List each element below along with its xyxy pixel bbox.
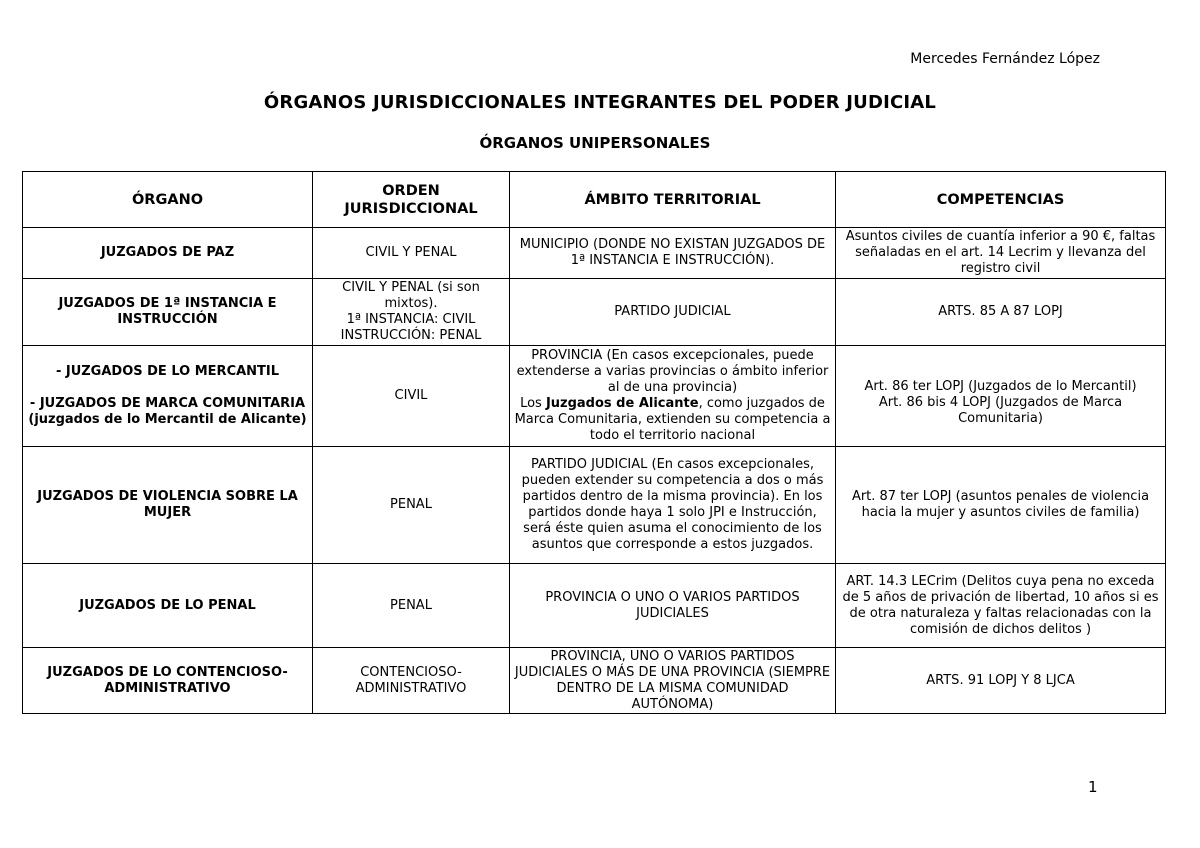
table-row (23, 447, 1166, 564)
table-row (23, 648, 1166, 714)
column-header-organo: ÓRGANO (23, 172, 313, 228)
orden-line: 1ª INSTANCIA: CIVIL (346, 312, 476, 327)
competencias-cell: ART. 14.3 LECrim (Delitos cuya pena no exceda de 5 años de privación de libertad, 10 años si es de otra naturaleza y faltas relacionadas con la comisión de dichos delitos ) (836, 564, 1166, 648)
column-header-ambito: ÁMBITO TERRITORIAL (510, 172, 836, 228)
competencias-cell (836, 346, 1166, 447)
competencias-line: Art. 86 ter LOPJ (Juzgados de lo Mercantil) (864, 379, 1137, 394)
orden-cell: CONTENCIOSO-ADMINISTRATIVO (313, 648, 510, 714)
organo-marca-comunitaria: - JUZGADOS DE MARCA COMUNITARIA (juzgados de lo Mercantil de Alicante) (28, 396, 307, 427)
organo-cell: JUZGADOS DE VIOLENCIA SOBRE LA MUJER (23, 447, 313, 564)
competencias-line: Art. 86 bis 4 LOPJ (Juzgados de Marca Comunitaria) (878, 395, 1123, 426)
ambito-cell (510, 346, 836, 447)
ambito-paragraph (514, 396, 831, 444)
author-name: Mercedes Fernández López (910, 51, 1100, 67)
ambito-text: , como juzgados de Marca Comunitaria, extienden su competencia a todo el territorio nacional (514, 396, 831, 443)
organs-table (22, 171, 1166, 714)
competencias-cell: ARTS. 85 A 87 LOPJ (836, 279, 1166, 346)
orden-line: INSTRUCCIÓN: PENAL (340, 328, 482, 343)
ambito-cell: MUNICIPIO (DONDE NO EXISTAN JUZGADOS DE 1ª INSTANCIA E INSTRUCCIÓN). (510, 228, 836, 279)
column-header-competencias: COMPETENCIAS (836, 172, 1166, 228)
organo-mercantil: - JUZGADOS DE LO MERCANTIL (55, 364, 280, 379)
organo-cell: JUZGADOS DE LO PENAL (23, 564, 313, 648)
table-row (23, 346, 1166, 447)
organo-cell: JUZGADOS DE PAZ (23, 228, 313, 279)
organo-cell (23, 346, 313, 447)
competencias-cell: Art. 87 ter LOPJ (asuntos penales de violencia hacia la mujer y asuntos civiles de familia) (836, 447, 1166, 564)
orden-cell (313, 279, 510, 346)
orden-cell: CIVIL Y PENAL (313, 228, 510, 279)
ambito-bold-text: Juzgados de Alicante (545, 396, 699, 411)
ambito-cell: PARTIDO JUDICIAL (510, 279, 836, 346)
organo-cell: JUZGADOS DE LO CONTENCIOSO-ADMINISTRATIVO (23, 648, 313, 714)
orden-cell: PENAL (313, 564, 510, 648)
ambito-text: Los (520, 396, 546, 411)
ambito-paragraph: PROVINCIA (En casos excepcionales, puede extenderse a varias provincias o ámbito inferior al de una provincia) (516, 348, 829, 395)
organo-cell: JUZGADOS DE 1ª INSTANCIA E INSTRUCCIÓN (23, 279, 313, 346)
ambito-cell: PROVINCIA, UNO O VARIOS PARTIDOS JUDICIALES O MÁS DE UNA PROVINCIA (SIEMPRE DENTRO DE LA MISMA COMUNIDAD AUTÓNOMA) (510, 648, 836, 714)
competencias-cell: Asuntos civiles de cuantía inferior a 90 €, faltas señaladas en el art. 14 Lecrim y llevanza del registro civil (836, 228, 1166, 279)
competencias-cell: ARTS. 91 LOPJ Y 8 LJCA (836, 648, 1166, 714)
document-subtitle: ÓRGANOS UNIPERSONALES (479, 134, 711, 152)
column-header-orden: ORDEN JURISDICCIONAL (313, 172, 510, 228)
document-title: ÓRGANOS JURISDICCIONALES INTEGRANTES DEL PODER JUDICIAL (263, 92, 937, 113)
orden-cell: PENAL (313, 447, 510, 564)
orden-line: CIVIL Y PENAL (si son mixtos). (342, 280, 480, 311)
table-header-row (23, 172, 1166, 228)
spacer (27, 380, 308, 396)
ambito-cell: PARTIDO JUDICIAL (En casos excepcionales, pueden extender su competencia a dos o más partidos dentro de la misma provincia). En los partidos donde haya 1 solo JPI e Instrucción, será éste quien asuma el conocimiento de los asuntos que corresponde a estos juzgados. (510, 447, 836, 564)
table-row (23, 279, 1166, 346)
ambito-cell: PROVINCIA O UNO O VARIOS PARTIDOS JUDICIALES (510, 564, 836, 648)
orden-cell: CIVIL (313, 346, 510, 447)
table-row (23, 564, 1166, 648)
page-number: 1 (1088, 778, 1098, 796)
table-row (23, 228, 1166, 279)
